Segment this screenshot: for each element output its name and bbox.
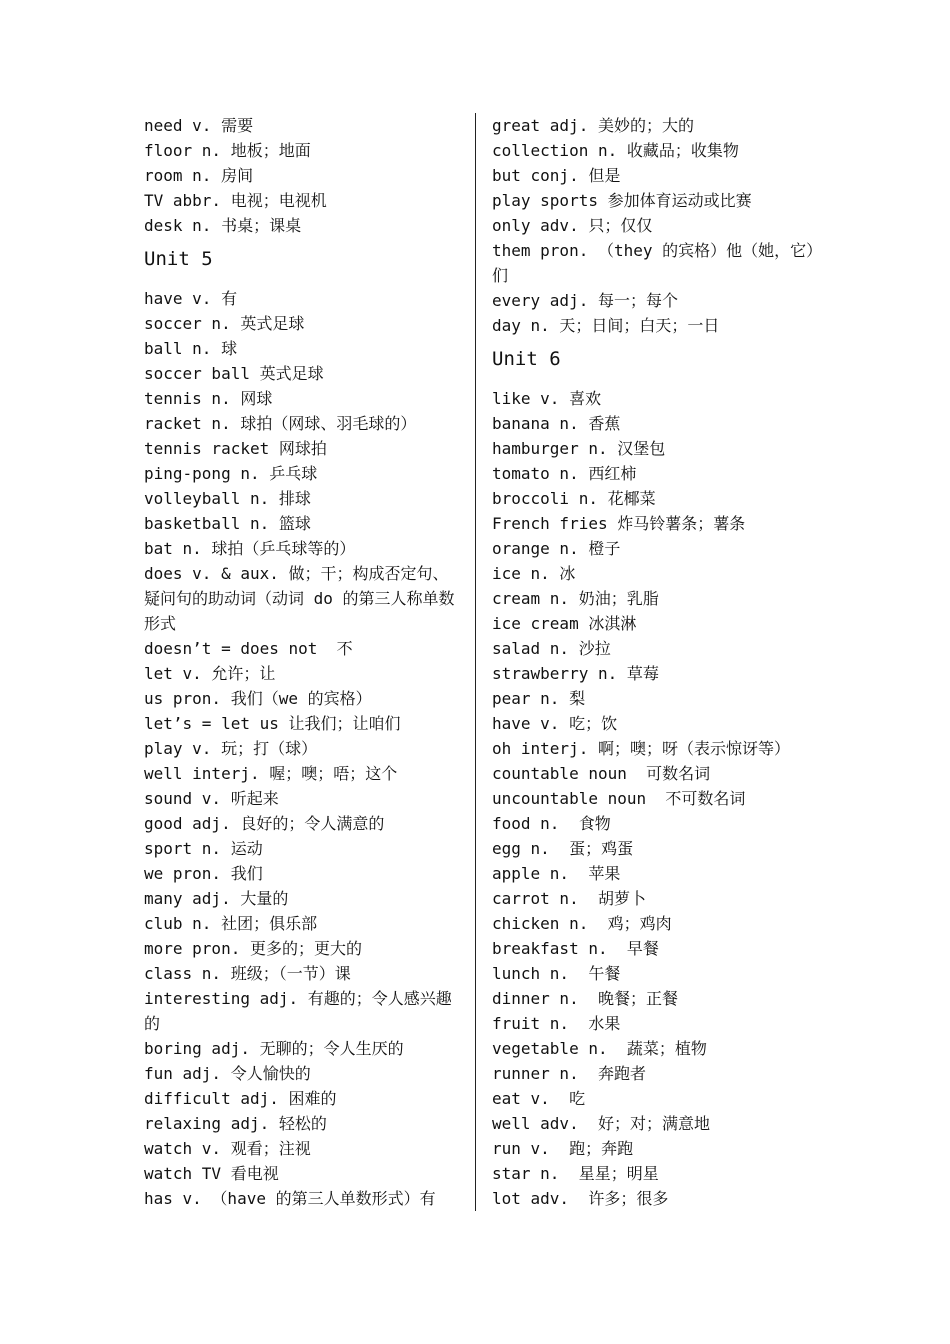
vocab-entry: many adj. 大量的 [144, 889, 289, 908]
vocab-entry: ping-pong n. 乒乓球 [144, 464, 318, 483]
vocab-entry: like v. 喜欢 [492, 389, 602, 408]
vocab-entry: tennis n. 网球 [144, 389, 273, 408]
vocab-entry: tennis racket 网球拍 [144, 439, 327, 458]
vocab-entry: let v. 允许；让 [144, 664, 276, 683]
vocab-entry: but conj. 但是 [492, 166, 621, 185]
column-divider [475, 113, 476, 1211]
vocab-entry: orange n. 橙子 [492, 539, 621, 558]
vocab-entry: floor n. 地板；地面 [144, 141, 311, 160]
vocab-entry: play sports 参加体育运动或比赛 [492, 191, 752, 210]
vocab-entry: watch TV 看电视 [144, 1164, 279, 1183]
vocab-entry: salad n. 沙拉 [492, 639, 611, 658]
vocab-entry: egg n. 蛋；鸡蛋 [492, 839, 634, 858]
vocab-entry: breakfast n. 早餐 [492, 939, 659, 958]
vocab-entry: racket n. 球拍（网球、羽毛球的） [144, 414, 417, 433]
vocab-entry: boring adj. 无聊的；令人生厌的 [144, 1039, 404, 1058]
vocab-entry: lot adv. 许多；很多 [492, 1189, 669, 1208]
vocab-entry: we pron. 我们 [144, 864, 263, 883]
vocab-entry: food n. 食物 [492, 814, 611, 833]
vocab-entry: lunch n. 午餐 [492, 964, 621, 983]
vocab-entry: class n. 班级；（一节）课 [144, 964, 351, 983]
unit-heading: Unit 6 [492, 348, 561, 370]
vocab-entry: sound v. 听起来 [144, 789, 279, 808]
vocab-entry: dinner n. 晚餐；正餐 [492, 989, 678, 1008]
vocab-entry: basketball n. 篮球 [144, 514, 311, 533]
vocab-entry: uncountable noun 不可数名词 [492, 789, 746, 808]
unit-heading: Unit 5 [144, 248, 213, 270]
left-column [144, 113, 462, 1211]
vocab-entry: difficult adj. 困难的 [144, 1089, 337, 1108]
vocab-entry: does v. & aux. 做；干；构成否定句、疑问句的助动词（动词 do 的第三人称单数形式 [144, 564, 455, 633]
vocab-entry: bat n. 球拍（乒乓球等的） [144, 539, 356, 558]
vocab-entry: has v. （have 的第三人单数形式）有 [144, 1189, 436, 1208]
vocab-entry: interesting adj. 有趣的；令人感兴趣的 [144, 989, 452, 1033]
vocab-entry: them pron. （they 的宾格）他（她，它）们 [492, 241, 815, 285]
vocab-entry: only adv. 只；仅仅 [492, 216, 653, 235]
vocab-entry: apple n. 苹果 [492, 864, 621, 883]
vocab-entry: sport n. 运动 [144, 839, 263, 858]
vocab-entry: ice cream 冰淇淋 [492, 614, 637, 633]
vocab-entry: vegetable n. 蔬菜；植物 [492, 1039, 707, 1058]
vocab-entry: more pron. 更多的；更大的 [144, 939, 362, 958]
vocab-entry: have v. 有 [144, 289, 238, 308]
vocab-entry: well adv. 好；对；满意地 [492, 1114, 710, 1133]
vocab-entry: TV abbr. 电视；电视机 [144, 191, 327, 210]
vocab-entry: fun adj. 令人愉快的 [144, 1064, 311, 1083]
vocab-entry: French fries 炸马铃薯条；薯条 [492, 514, 746, 533]
vocab-entry: hamburger n. 汉堡包 [492, 439, 666, 458]
vocab-entry: oh interj. 啊；噢；呀（表示惊讶等） [492, 739, 790, 758]
vocab-entry: desk n. 书桌；课桌 [144, 216, 302, 235]
vocab-entry: collection n. 收藏品；收集物 [492, 141, 739, 160]
vocab-entry: volleyball n. 排球 [144, 489, 311, 508]
vocab-entry: soccer ball 英式足球 [144, 364, 324, 383]
vocab-entry: play v. 玩；打（球） [144, 739, 318, 758]
vocab-entry: soccer n. 英式足球 [144, 314, 305, 333]
vocab-entry: good adj. 良好的；令人满意的 [144, 814, 385, 833]
vocab-entry: doesn’t = does not 不 [144, 639, 353, 658]
vocab-entry: carrot n. 胡萝卜 [492, 889, 646, 908]
vocab-entry: runner n. 奔跑者 [492, 1064, 646, 1083]
vocab-entry: need v. 需要 [144, 116, 254, 135]
vocab-entry: relaxing adj. 轻松的 [144, 1114, 327, 1133]
vocab-entry: every adj. 每一；每个 [492, 291, 678, 310]
vocab-entry: have v. 吃；饮 [492, 714, 618, 733]
vocab-entry: ball n. 球 [144, 339, 238, 358]
vocab-entry: room n. 房间 [144, 166, 254, 185]
vocab-entry: let’s = let us 让我们；让咱们 [144, 714, 401, 733]
vocab-entry: watch v. 观看；注视 [144, 1139, 311, 1158]
vocab-entry: eat v. 吃 [492, 1089, 586, 1108]
vocab-entry: well interj. 喔；噢；唔；这个 [144, 764, 398, 783]
vocab-entry: us pron. 我们（we 的宾格） [144, 689, 372, 708]
vocab-entry: pear n. 梨 [492, 689, 586, 708]
vocab-entry: chicken n. 鸡；鸡肉 [492, 914, 672, 933]
vocab-entry: day n. 天；日间；白天；一日 [492, 316, 720, 335]
vocab-entry: tomato n. 西红柿 [492, 464, 637, 483]
vocab-entry: fruit n. 水果 [492, 1014, 621, 1033]
vocab-entry: countable noun 可数名词 [492, 764, 711, 783]
vocab-entry: cream n. 奶油；乳脂 [492, 589, 659, 608]
vocab-entry: great adj. 美妙的；大的 [492, 116, 694, 135]
vocab-entry: club n. 社团；俱乐部 [144, 914, 318, 933]
vocab-entry: broccoli n. 花椰菜 [492, 489, 656, 508]
vocab-entry: ice n. 冰 [492, 564, 576, 583]
vocab-entry: strawberry n. 草莓 [492, 664, 659, 683]
vocab-entry: banana n. 香蕉 [492, 414, 621, 433]
vocab-entry: star n. 星星；明星 [492, 1164, 659, 1183]
vocab-entry: run v. 跑；奔跑 [492, 1139, 634, 1158]
right-column [492, 113, 822, 1211]
